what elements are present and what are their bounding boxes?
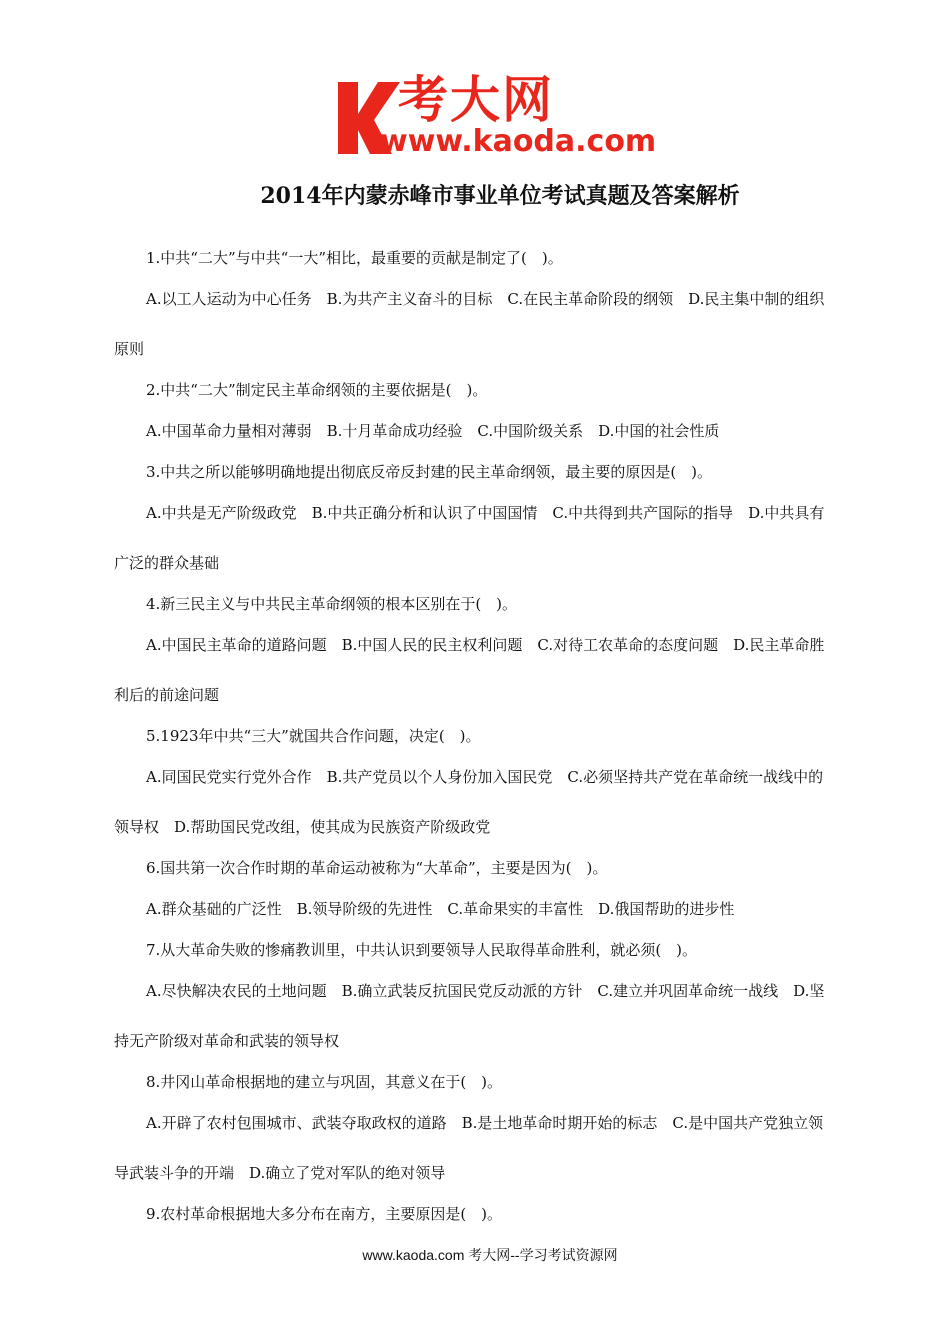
question-6: 6.国共第一次合作时期的革命运动被称为“大革命”，主要是因为( )。: [146, 859, 608, 877]
question-8: 8.井冈山革命根据地的建立与巩固，其意义在于( )。: [146, 1073, 503, 1091]
logo-url-text: www.kaoda.com: [380, 124, 657, 159]
question-1: 1.中共“二大”与中共“一大”相比，最重要的贡献是制定了( )。: [146, 249, 563, 267]
question-9: 9.农村革命根据地大多分布在南方，主要原因是( )。: [146, 1205, 503, 1223]
logo-chinese-text: 考大网: [398, 71, 554, 129]
question-4: 4.新三民主义与中共民主革命纲领的根本区别在于( )。: [146, 595, 518, 613]
options-2: A.中国革命力量相对薄弱 B.十月革命成功经验 C.中国阶级关系 D.中国的社会性质: [146, 422, 720, 440]
question-5: 5.1923年中共“三大”就国共合作问题，决定( )。: [146, 727, 481, 745]
page-footer: www.kaoda.com 考大网--学习考试资源网: [362, 1247, 618, 1263]
question-list: [114, 244, 838, 1241]
question-2: 2.中共“二大”制定民主革命纲领的主要依据是( )。: [146, 381, 488, 399]
options-6: A.群众基础的广泛性 B.领导阶级的先进性 C.革命果实的丰富性 D.俄国帮助的进步性: [146, 900, 735, 918]
question-3: 3.中共之所以能够明确地提出彻底反帝反封建的民主革命纲领，最主要的原因是( )。: [146, 463, 713, 481]
options-4: A.中国民主革命的道路问题 B.中国人民的民主权利问题 C.对待工农革命的态度问题 D.民主革命胜利后的前途问题: [114, 636, 825, 704]
options-3: A.中共是无产阶级政党 B.中共正确分析和认识了中国国情 C.中共得到共产国际的指导 D.中共具有广泛的群众基础: [114, 504, 825, 572]
options-1: A.以工人运动为中心任务 B.为共产主义奋斗的目标 C.在民主革命阶段的纲领 D.民主集中制的组织原则: [114, 290, 825, 358]
kaoda-logo: [334, 71, 657, 160]
document-title: 2014年内蒙赤峰市事业单位考试真题及答案解析: [260, 183, 740, 209]
question-7: 7.从大革命失败的惨痛教训里，中共认识到要领导人民取得革命胜利，就必须( )。: [146, 941, 698, 959]
options-5: A.同国民党实行党外合作 B.共产党员以个人身份加入国民党 C.必须坚持共产党在革命统一战线中的领导权 D.帮助国民党改组，使其成为民族资产阶级政党: [114, 768, 824, 836]
options-7: A.尽快解决农民的土地问题 B.确立武装反抗国民党反动派的方针 C.建立并巩固革命统一战线 D.坚持无产阶级对革命和武装的领导权: [114, 982, 825, 1050]
options-8: A.开辟了农村包围城市、武装夺取政权的道路 B.是土地革命时期开始的标志 C.是中国共产党独立领导武装斗争的开端 D.确立了党对军队的绝对领导: [114, 1114, 824, 1182]
